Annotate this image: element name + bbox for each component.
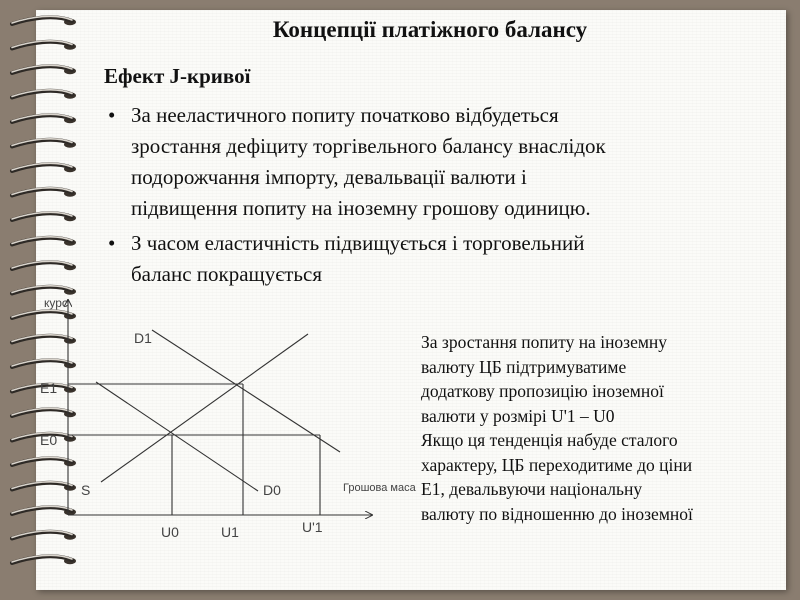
- u0-label: U0: [161, 524, 179, 540]
- d0-label: D0: [263, 482, 281, 498]
- bullet-marker: •: [108, 231, 116, 255]
- note-line: Якщо ця тенденція набуде сталого: [421, 430, 678, 450]
- note-line: За зростання попиту на іноземну: [421, 332, 668, 352]
- d1-label: D1: [134, 330, 152, 346]
- x-axis-label: Грошова маса: [343, 482, 416, 494]
- supply-curve-s: [101, 334, 308, 482]
- bullet-line: З часом еластичність підвищується і торговельний: [131, 231, 585, 255]
- bullet-line: зростання дефіциту торгівельного балансу внаслідок: [131, 134, 606, 158]
- demand-curve-d0: [96, 382, 258, 491]
- bullet-marker: •: [108, 103, 116, 127]
- note-line: валюту ЦБ підтримуватиме: [421, 356, 627, 377]
- slide-subtitle: Ефект J-кривої: [104, 64, 251, 88]
- note-line: Е1, девальвуючи національну: [421, 479, 643, 499]
- explanation-note: [421, 330, 781, 526]
- note-line: валюти у розмірі U'1 – U0: [421, 405, 615, 426]
- y-axis-label: курс: [44, 296, 68, 310]
- demand-curve-d1: [152, 330, 340, 452]
- u1-label: U1: [221, 524, 239, 540]
- e1-label: E1: [40, 380, 58, 396]
- slide-title: Концепції платіжного балансу: [272, 17, 588, 42]
- bullet-line: підвищення попиту на іноземну грошову одиницю.: [131, 196, 591, 220]
- note-line: валюту по відношенню до іноземної: [421, 503, 693, 524]
- bullet-line: подорожчання імпорту, девальвації валюти і: [131, 165, 527, 189]
- s-label: S: [81, 482, 91, 498]
- bullet-line: баланс покращується: [131, 262, 322, 286]
- bullet-line: За нееластичного попиту початково відбудеться: [131, 103, 559, 127]
- note-line: додаткову пропозицію іноземної: [421, 381, 664, 401]
- note-line: характеру, ЦБ переходитиме до ціни: [421, 454, 693, 475]
- e0-label: E0: [40, 432, 58, 448]
- u1-prime-label: U'1: [302, 519, 323, 535]
